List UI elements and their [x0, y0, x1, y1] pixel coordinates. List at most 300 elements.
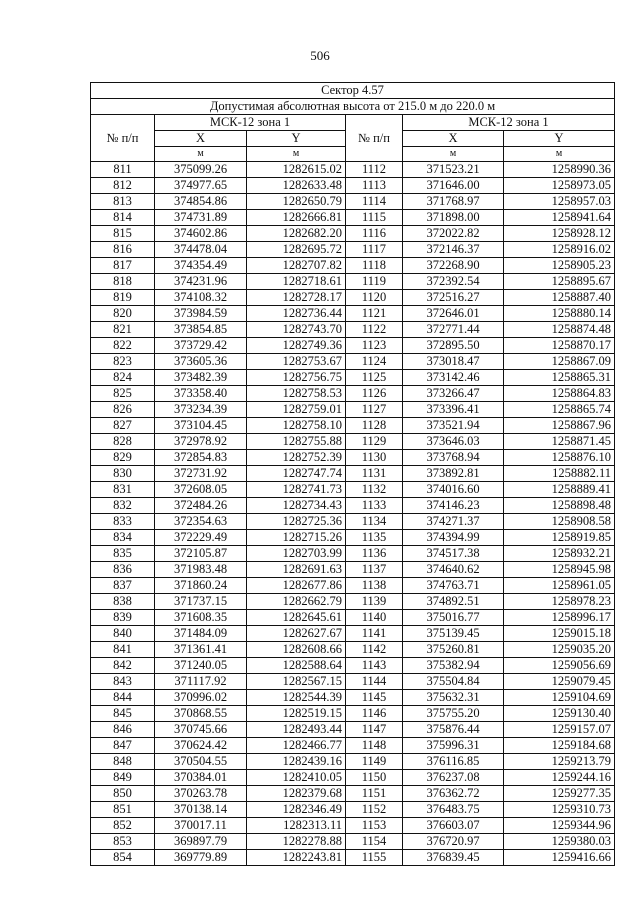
table-row: [91, 194, 615, 210]
left-x-value: 373605.36: [155, 354, 247, 370]
table-row: [91, 706, 615, 722]
right-x-value: 374271.37: [403, 514, 504, 530]
left-y-value: 1282650.79: [247, 194, 346, 210]
table-row: [91, 178, 615, 194]
left-point-number: 853: [91, 834, 155, 850]
left-system-header: МСК-12 зона 1: [155, 115, 346, 131]
left-y-value: 1282493.44: [247, 722, 346, 738]
left-num-header: № п/п: [91, 115, 155, 162]
right-y-value: 1259184.68: [504, 738, 615, 754]
table-row: [91, 834, 615, 850]
right-point-number: 1152: [346, 802, 403, 818]
left-point-number: 844: [91, 690, 155, 706]
left-y-value: 1282758.10: [247, 418, 346, 434]
right-y-value: 1259380.03: [504, 834, 615, 850]
right-x-value: 376116.85: [403, 754, 504, 770]
table-row: [91, 306, 615, 322]
right-point-number: 1122: [346, 322, 403, 338]
right-y-value: 1258945.98: [504, 562, 615, 578]
left-x-value: 372978.92: [155, 434, 247, 450]
right-x-value: 374763.71: [403, 578, 504, 594]
left-y-value: 1282758.53: [247, 386, 346, 402]
left-x-value: 373854.85: [155, 322, 247, 338]
right-y-value: 1258973.05: [504, 178, 615, 194]
left-point-number: 816: [91, 242, 155, 258]
right-y-value: 1258864.83: [504, 386, 615, 402]
left-x-value: 374108.32: [155, 290, 247, 306]
right-y-value: 1258865.31: [504, 370, 615, 386]
table-row: [91, 258, 615, 274]
left-x-value: 374602.86: [155, 226, 247, 242]
right-point-number: 1141: [346, 626, 403, 642]
right-y-value: 1258919.85: [504, 530, 615, 546]
right-point-number: 1135: [346, 530, 403, 546]
table-row: [91, 594, 615, 610]
left-y-value: 1282715.26: [247, 530, 346, 546]
right-x-value: 376362.72: [403, 786, 504, 802]
table-row: [91, 818, 615, 834]
left-y-value: 1282718.61: [247, 274, 346, 290]
right-x-value: 376839.45: [403, 850, 504, 866]
left-y-value: 1282466.77: [247, 738, 346, 754]
table-row: [91, 722, 615, 738]
right-x-value: 375632.31: [403, 690, 504, 706]
left-point-number: 815: [91, 226, 155, 242]
right-x-value: 375876.44: [403, 722, 504, 738]
right-y-value: 1258928.12: [504, 226, 615, 242]
table-row: [91, 802, 615, 818]
left-y-value: 1282313.11: [247, 818, 346, 834]
right-y-value: 1258932.21: [504, 546, 615, 562]
right-x-value: 372895.50: [403, 338, 504, 354]
left-x-value: 371737.15: [155, 594, 247, 610]
right-point-number: 1154: [346, 834, 403, 850]
right-point-number: 1128: [346, 418, 403, 434]
left-point-number: 839: [91, 610, 155, 626]
left-point-number: 830: [91, 466, 155, 482]
left-x-value: 371240.05: [155, 658, 247, 674]
left-point-number: 822: [91, 338, 155, 354]
right-x-value: 376603.07: [403, 818, 504, 834]
right-y-value: 1259344.96: [504, 818, 615, 834]
left-y-value: 1282747.74: [247, 466, 346, 482]
right-y-value: 1258895.67: [504, 274, 615, 290]
left-point-number: 852: [91, 818, 155, 834]
left-y-value: 1282662.79: [247, 594, 346, 610]
right-y-value: 1258905.23: [504, 258, 615, 274]
right-y-value: 1259244.16: [504, 770, 615, 786]
right-x-value: 375139.45: [403, 626, 504, 642]
left-x-value: 371117.92: [155, 674, 247, 690]
table-row: [91, 450, 615, 466]
table-row: [91, 226, 615, 242]
right-point-number: 1134: [346, 514, 403, 530]
left-x-value: 370624.42: [155, 738, 247, 754]
left-y-value: 1282707.82: [247, 258, 346, 274]
left-y-value: 1282567.15: [247, 674, 346, 690]
left-point-number: 845: [91, 706, 155, 722]
right-y-value: 1258978.23: [504, 594, 615, 610]
right-y-value: 1258882.11: [504, 466, 615, 482]
table-row: [91, 754, 615, 770]
right-y-unit: м: [504, 147, 615, 162]
table-row: [91, 274, 615, 290]
left-point-number: 826: [91, 402, 155, 418]
left-point-number: 847: [91, 738, 155, 754]
left-point-number: 841: [91, 642, 155, 658]
right-x-value: 374517.38: [403, 546, 504, 562]
left-y-value: 1282615.02: [247, 162, 346, 178]
left-x-value: 372731.92: [155, 466, 247, 482]
right-x-value: 373768.94: [403, 450, 504, 466]
right-x-value: 375260.81: [403, 642, 504, 658]
table-row: [91, 514, 615, 530]
left-y-value: 1282346.49: [247, 802, 346, 818]
right-x-value: 373646.03: [403, 434, 504, 450]
right-y-value: 1258898.48: [504, 498, 615, 514]
right-x-value: 371646.00: [403, 178, 504, 194]
right-point-number: 1129: [346, 434, 403, 450]
right-point-number: 1125: [346, 370, 403, 386]
left-point-number: 833: [91, 514, 155, 530]
right-y-value: 1258941.64: [504, 210, 615, 226]
right-x-value: 376720.97: [403, 834, 504, 850]
right-point-number: 1153: [346, 818, 403, 834]
right-point-number: 1126: [346, 386, 403, 402]
right-point-number: 1120: [346, 290, 403, 306]
right-y-value: 1258957.03: [504, 194, 615, 210]
table-row: [91, 434, 615, 450]
right-y-value: 1258990.36: [504, 162, 615, 178]
left-y-value: 1282725.36: [247, 514, 346, 530]
right-point-number: 1150: [346, 770, 403, 786]
left-y-value: 1282753.67: [247, 354, 346, 370]
right-system-header: МСК-12 зона 1: [403, 115, 615, 131]
left-y-value: 1282759.01: [247, 402, 346, 418]
left-y-value: 1282741.73: [247, 482, 346, 498]
left-point-number: 842: [91, 658, 155, 674]
right-point-number: 1155: [346, 850, 403, 866]
right-y-value: 1259157.07: [504, 722, 615, 738]
table-row: [91, 610, 615, 626]
left-point-number: 820: [91, 306, 155, 322]
left-x-value: 369897.79: [155, 834, 247, 850]
table-row: [91, 418, 615, 434]
table-row: [91, 290, 615, 306]
right-x-value: 375504.84: [403, 674, 504, 690]
table-row: [91, 322, 615, 338]
left-y-value: 1282633.48: [247, 178, 346, 194]
right-num-header: № п/п: [346, 115, 403, 162]
right-x-value: 374146.23: [403, 498, 504, 514]
left-x-value: 373482.39: [155, 370, 247, 386]
left-y-value: 1282588.64: [247, 658, 346, 674]
right-y-value: 1259130.40: [504, 706, 615, 722]
table-row: [91, 354, 615, 370]
right-x-unit: м: [403, 147, 504, 162]
right-point-number: 1113: [346, 178, 403, 194]
left-x-value: 370138.14: [155, 802, 247, 818]
left-x-value: 374354.49: [155, 258, 247, 274]
left-point-number: 837: [91, 578, 155, 594]
left-y-value: 1282743.70: [247, 322, 346, 338]
left-point-number: 832: [91, 498, 155, 514]
right-point-number: 1123: [346, 338, 403, 354]
left-x-value: 370745.66: [155, 722, 247, 738]
right-point-number: 1143: [346, 658, 403, 674]
right-point-number: 1137: [346, 562, 403, 578]
right-x-value: 373521.94: [403, 418, 504, 434]
right-y-value: 1259035.20: [504, 642, 615, 658]
left-x-value: 373984.59: [155, 306, 247, 322]
left-point-number: 840: [91, 626, 155, 642]
right-x-value: 375996.31: [403, 738, 504, 754]
left-x-value: 371983.48: [155, 562, 247, 578]
table-row: [91, 626, 615, 642]
left-y-value: 1282627.67: [247, 626, 346, 642]
right-x-value: 374394.99: [403, 530, 504, 546]
left-point-number: 813: [91, 194, 155, 210]
left-x-value: 374231.96: [155, 274, 247, 290]
table-row: [91, 210, 615, 226]
right-y-value: 1258867.96: [504, 418, 615, 434]
left-y-value: 1282278.88: [247, 834, 346, 850]
right-point-number: 1132: [346, 482, 403, 498]
left-point-number: 818: [91, 274, 155, 290]
right-point-number: 1140: [346, 610, 403, 626]
left-y-value: 1282677.86: [247, 578, 346, 594]
page-number: 506: [310, 48, 330, 63]
left-y-value: 1282749.36: [247, 338, 346, 354]
right-point-number: 1124: [346, 354, 403, 370]
right-y-value: 1258889.41: [504, 482, 615, 498]
left-x-value: 370996.02: [155, 690, 247, 706]
left-x-value: 374977.65: [155, 178, 247, 194]
right-y-value: 1258961.05: [504, 578, 615, 594]
left-x-value: 372854.83: [155, 450, 247, 466]
table-row: [91, 562, 615, 578]
left-x-value: 370868.55: [155, 706, 247, 722]
altitude-note-row: [91, 99, 615, 115]
right-x-value: 375016.77: [403, 610, 504, 626]
left-y-value: 1282243.81: [247, 850, 346, 866]
right-point-number: 1139: [346, 594, 403, 610]
left-y-value: 1282728.17: [247, 290, 346, 306]
left-y-value: 1282691.63: [247, 562, 346, 578]
table-row: [91, 642, 615, 658]
coordinates-table: [90, 82, 615, 866]
right-point-number: 1112: [346, 162, 403, 178]
left-point-number: 825: [91, 386, 155, 402]
left-y-value: 1282756.75: [247, 370, 346, 386]
left-y-value: 1282544.39: [247, 690, 346, 706]
system-header-row: [91, 115, 615, 131]
right-x-value: 372146.37: [403, 242, 504, 258]
left-x-value: 374854.86: [155, 194, 247, 210]
table-row: [91, 402, 615, 418]
right-y-value: 1259310.73: [504, 802, 615, 818]
right-x-value: 373892.81: [403, 466, 504, 482]
right-point-number: 1136: [346, 546, 403, 562]
right-x-value: 375382.94: [403, 658, 504, 674]
left-x-value: 374478.04: [155, 242, 247, 258]
right-y-value: 1258871.45: [504, 434, 615, 450]
left-x-value: 371484.09: [155, 626, 247, 642]
left-point-number: 846: [91, 722, 155, 738]
right-point-number: 1115: [346, 210, 403, 226]
table-row: [91, 370, 615, 386]
left-y-unit: м: [247, 147, 346, 162]
table-row: [91, 482, 615, 498]
left-point-number: 819: [91, 290, 155, 306]
left-x-value: 370263.78: [155, 786, 247, 802]
table-row: [91, 850, 615, 866]
table-row: [91, 546, 615, 562]
left-point-number: 812: [91, 178, 155, 194]
table-row: [91, 242, 615, 258]
left-point-number: 838: [91, 594, 155, 610]
left-x-value: 371361.41: [155, 642, 247, 658]
sector-title-row: [91, 83, 615, 99]
left-y-value: 1282666.81: [247, 210, 346, 226]
right-y-value: 1258870.17: [504, 338, 615, 354]
right-point-number: 1133: [346, 498, 403, 514]
left-y-value: 1282645.61: [247, 610, 346, 626]
left-x-value: 375099.26: [155, 162, 247, 178]
left-point-number: 836: [91, 562, 155, 578]
right-point-number: 1130: [346, 450, 403, 466]
right-point-number: 1145: [346, 690, 403, 706]
left-y-header: Y: [247, 131, 346, 147]
right-x-value: 373266.47: [403, 386, 504, 402]
right-y-value: 1258887.40: [504, 290, 615, 306]
right-y-value: 1259079.45: [504, 674, 615, 690]
table-row: [91, 530, 615, 546]
right-x-value: 373396.41: [403, 402, 504, 418]
right-y-value: 1258867.09: [504, 354, 615, 370]
left-x-value: 370504.55: [155, 754, 247, 770]
right-y-value: 1258916.02: [504, 242, 615, 258]
left-point-number: 829: [91, 450, 155, 466]
left-x-value: 369779.89: [155, 850, 247, 866]
left-point-number: 843: [91, 674, 155, 690]
left-y-value: 1282703.99: [247, 546, 346, 562]
right-y-value: 1259104.69: [504, 690, 615, 706]
left-point-number: 835: [91, 546, 155, 562]
left-y-value: 1282682.20: [247, 226, 346, 242]
left-x-value: 373358.40: [155, 386, 247, 402]
left-point-number: 854: [91, 850, 155, 866]
left-x-value: 372229.49: [155, 530, 247, 546]
right-y-value: 1258865.74: [504, 402, 615, 418]
right-y-value: 1258876.10: [504, 450, 615, 466]
right-x-value: 374640.62: [403, 562, 504, 578]
right-x-value: 375755.20: [403, 706, 504, 722]
left-point-number: 821: [91, 322, 155, 338]
left-point-number: 831: [91, 482, 155, 498]
left-x-value: 372354.63: [155, 514, 247, 530]
left-y-value: 1282755.88: [247, 434, 346, 450]
left-x-value: 371608.35: [155, 610, 247, 626]
altitude-note: Допустимая абсолютная высота от 215.0 м до 220.0 м: [91, 99, 615, 115]
right-y-value: 1259213.79: [504, 754, 615, 770]
left-x-value: 372105.87: [155, 546, 247, 562]
right-point-number: 1119: [346, 274, 403, 290]
left-x-value: 372608.05: [155, 482, 247, 498]
table-row: [91, 466, 615, 482]
left-point-number: 824: [91, 370, 155, 386]
left-point-number: 814: [91, 210, 155, 226]
right-x-value: 371523.21: [403, 162, 504, 178]
right-point-number: 1116: [346, 226, 403, 242]
left-point-number: 849: [91, 770, 155, 786]
right-x-value: 374892.51: [403, 594, 504, 610]
left-x-value: 374731.89: [155, 210, 247, 226]
table-row: [91, 786, 615, 802]
right-point-number: 1118: [346, 258, 403, 274]
right-point-number: 1144: [346, 674, 403, 690]
right-y-value: 1259056.69: [504, 658, 615, 674]
left-y-value: 1282379.68: [247, 786, 346, 802]
right-x-value: 376237.08: [403, 770, 504, 786]
right-x-value: 372022.82: [403, 226, 504, 242]
right-x-value: 372646.01: [403, 306, 504, 322]
left-point-number: 850: [91, 786, 155, 802]
right-y-header: Y: [504, 131, 615, 147]
table-row: [91, 578, 615, 594]
right-x-value: 372771.44: [403, 322, 504, 338]
left-y-value: 1282410.05: [247, 770, 346, 786]
left-y-value: 1282608.66: [247, 642, 346, 658]
right-point-number: 1148: [346, 738, 403, 754]
right-x-value: 371768.97: [403, 194, 504, 210]
right-point-number: 1142: [346, 642, 403, 658]
right-y-value: 1258880.14: [504, 306, 615, 322]
right-point-number: 1147: [346, 722, 403, 738]
left-x-unit: м: [155, 147, 247, 162]
right-point-number: 1127: [346, 402, 403, 418]
table-row: [91, 738, 615, 754]
right-point-number: 1117: [346, 242, 403, 258]
left-y-value: 1282736.44: [247, 306, 346, 322]
left-x-value: 372484.26: [155, 498, 247, 514]
table-row: [91, 162, 615, 178]
right-y-value: 1259277.35: [504, 786, 615, 802]
right-y-value: 1259416.66: [504, 850, 615, 866]
right-point-number: 1138: [346, 578, 403, 594]
left-y-value: 1282734.43: [247, 498, 346, 514]
right-x-value: 373142.46: [403, 370, 504, 386]
left-y-value: 1282439.16: [247, 754, 346, 770]
table-row: [91, 658, 615, 674]
table-row: [91, 498, 615, 514]
right-x-value: 374016.60: [403, 482, 504, 498]
left-y-value: 1282752.39: [247, 450, 346, 466]
table-row: [91, 338, 615, 354]
right-point-number: 1121: [346, 306, 403, 322]
right-x-value: 372516.27: [403, 290, 504, 306]
left-x-value: 370017.11: [155, 818, 247, 834]
left-x-header: X: [155, 131, 247, 147]
table-row: [91, 690, 615, 706]
right-point-number: 1114: [346, 194, 403, 210]
right-x-value: 372268.90: [403, 258, 504, 274]
left-point-number: 823: [91, 354, 155, 370]
left-point-number: 811: [91, 162, 155, 178]
right-point-number: 1146: [346, 706, 403, 722]
left-point-number: 834: [91, 530, 155, 546]
right-x-value: 376483.75: [403, 802, 504, 818]
